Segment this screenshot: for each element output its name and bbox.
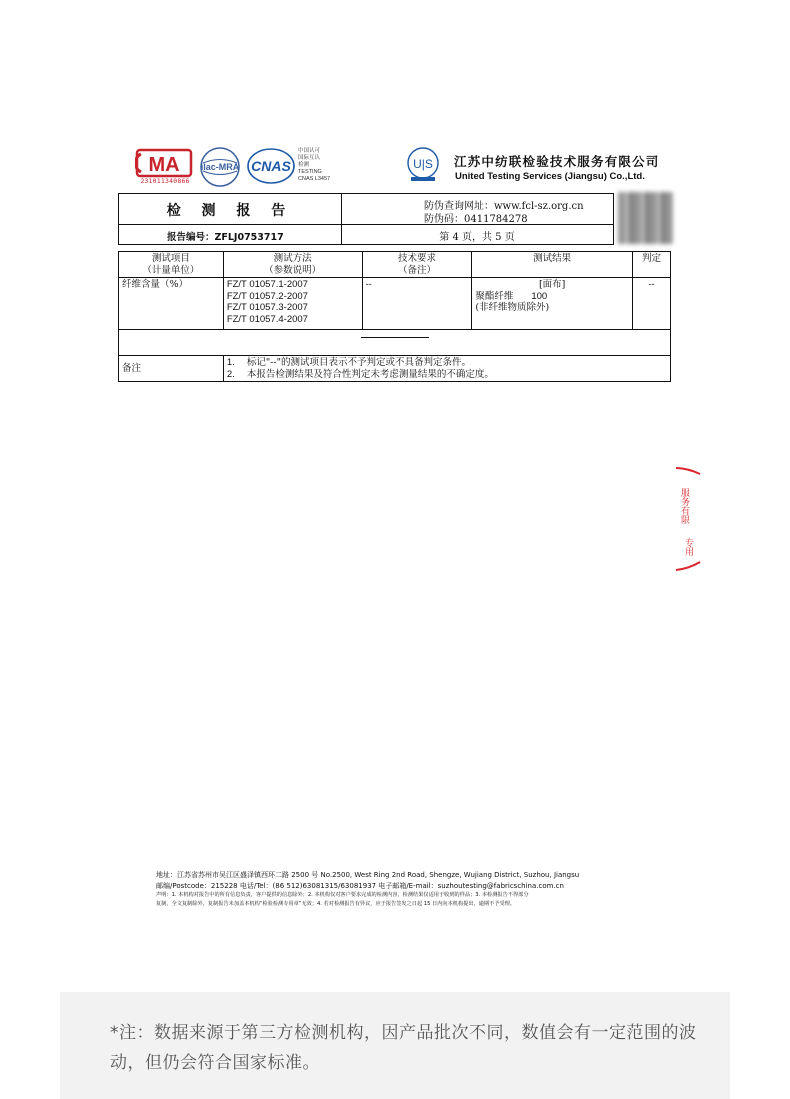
separator-row bbox=[119, 330, 671, 356]
disclaimer-note: *注：数据来源于第三方检测机构，因产品批次不同，数值会有一定范围的波动，但仍会符合国家标准。 bbox=[110, 1023, 697, 1073]
verify-code: 防伪码：0411784278 bbox=[424, 214, 528, 225]
cell-item: 纤维含量（%） bbox=[119, 278, 224, 330]
report-header-box bbox=[118, 193, 614, 245]
cma-number: 231011340866 bbox=[140, 177, 190, 185]
header-test-method: 测试方法 （参数说明） bbox=[223, 252, 362, 278]
remarks-content: 1. 标记"--"的测试项目表示不予判定或不具备判定条件。 2. 本报告检测结果及符合性判定未考虑测量结果的不确定度。 bbox=[223, 356, 670, 382]
page-info: 第 4 页，共 5 页 bbox=[439, 232, 515, 243]
remarks-label: 备注 bbox=[119, 356, 224, 382]
ilac-mra-logo bbox=[199, 146, 241, 188]
report-title: 检 测 报 告 bbox=[166, 203, 294, 219]
header-test-item: 测试项目 （计量单位） bbox=[119, 252, 224, 278]
cell-methods: FZ/T 01057.1-2007 FZ/T 01057.2-2007 FZ/T 01057.3-2007 FZ/T 01057.4-2007 bbox=[223, 278, 362, 330]
cell-result: [面布] 聚酯纤维 100 (非纤维物质除外) bbox=[472, 278, 633, 330]
header-result: 测试结果 bbox=[472, 252, 633, 278]
table-row bbox=[119, 278, 671, 330]
cnas-caption: 中国认可 国际互认 检测 TESTING CNAS L3457 bbox=[298, 148, 331, 182]
cnas-logo bbox=[246, 146, 296, 186]
header-judgement: 判定 bbox=[633, 252, 671, 278]
footer-address: 地址：江苏省苏州市吴江区盛泽镇西环二路 2500 号 No.2500, West Ring 2nd Road, Shengze, Wujiang District, Suzhou, Jiangsu 邮编/Postcode：215228 电话/Tel：(86 512)63081315/63081937 电子邮箱/E-mail：suzhoutesting@fabricschina.com.cn 声明：1. 本机构对报告中的所有信息负责，客户提供的信息除外；2. 本机构仅对客户要求完成的检测内容，检测结果仅适用于收到的样品；3. 本检测报告不得部分 复制，全文复制除外，复制报告未加盖本机构“检验检测专用章”无效；4. 若对检测报告有异议，应于报告签发之日起 15 日内向本机构提出，逾期不予受理。 bbox=[156, 871, 580, 907]
cell-judgement: -- bbox=[633, 278, 671, 330]
verify-site: 防伪查询网址：www.fcl-sz.org.cn bbox=[424, 201, 584, 212]
svg-text:服务有限: 服务有限 bbox=[679, 488, 689, 524]
red-stamp bbox=[672, 458, 702, 578]
table-header-row bbox=[119, 252, 671, 278]
svg-text:专用: 专用 bbox=[683, 538, 693, 556]
header-requirement: 技术要求 （备注） bbox=[362, 252, 472, 278]
svg-text:ilac-MRA: ilac-MRA bbox=[200, 162, 240, 172]
divider bbox=[361, 337, 429, 338]
report-number: 报告编号：ZFLJ0753717 bbox=[167, 232, 284, 243]
test-results-table bbox=[118, 251, 671, 382]
svg-text:CNAS: CNAS bbox=[251, 158, 291, 174]
blurred-qr-code bbox=[618, 192, 673, 244]
company-name-en: United Testing Services (Jiangsu) Co.,Ltd. bbox=[455, 171, 645, 182]
svg-text:MA: MA bbox=[148, 154, 180, 176]
cell-requirement: -- bbox=[362, 278, 472, 330]
svg-text:U|S: U|S bbox=[413, 157, 433, 171]
remarks-row bbox=[119, 356, 671, 382]
company-name-cn: 江苏中纺联检验技术服务有限公司 bbox=[454, 154, 660, 169]
uts-logo bbox=[403, 146, 443, 184]
disclaimer-note-box bbox=[60, 992, 730, 1099]
